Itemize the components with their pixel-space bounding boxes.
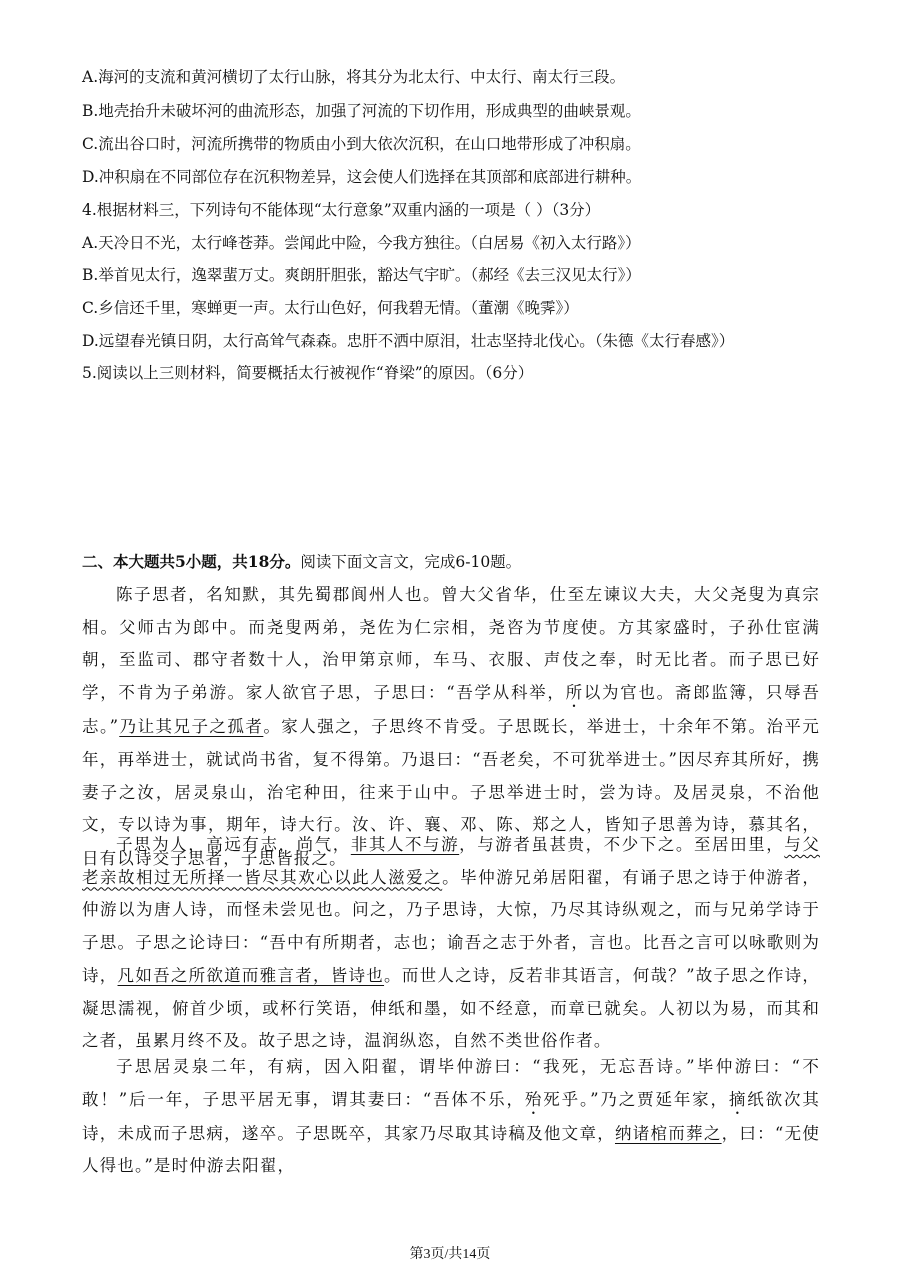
section-heading xyxy=(82,551,822,573)
q4-stem: 4.根据材料三，下列诗句不能体现“太行意象”双重内涵的一项是（ ）（3分） xyxy=(82,201,601,219)
passage-text: 。毕仲游兄弟居阳翟，有诵子思之诗于仲游者，仲游以为唐人诗，而怪未尝见也。问之，乃子思诗，大惊，乃尽其诗纵观之，而与兄弟学诗于子思。子思之论诗曰：“吾中有所期者，志也；谕吾之志于外者，言也。比吾之言可以咏歌则为诗， xyxy=(82,867,820,985)
underlined-sentence: 凡如吾之所欲道而雅言者，皆诗也 xyxy=(117,965,385,985)
passage-text: 。而世人之诗，反若非其语言，何哉？”故子思之作诗，凝思濡视，俯首少顷，或杯行笑语，伸纸和墨，如不经意，而章已就矣。人初以为易，而其和之者，虽累月终不及。故子思之诗，温润纵恣，自然不类世俗作者。 xyxy=(82,965,821,1051)
passage-paragraph-3 xyxy=(82,1051,820,1183)
page-footer: 第3页/共14页 xyxy=(409,1247,491,1262)
q4-option-b: B.举首见太行，逸翠蜚万丈。爽朗肝胆张，豁达气宇旷。（郝经《去三汉见太行》） xyxy=(82,266,641,284)
passage-text: 陈子思者，名知默，其先蜀郡阆州人也。曾大父省华，仕至左谏议大夫，大父尧叟为真宗相。父师古为郎中。而尧叟两弟，尧佐为仁宗相，尧咨为节度使。方其家盛时，子孙仕宦满朝，至监司、郡守者数十人，治甲第京师，车马、衣服、声伎之奉，时无比者。而子思已好学，不肯为子弟游。家人欲官子思，子思曰：“吾学从科举， xyxy=(82,585,820,703)
q4-option-d: D.远望春光镇日阴，太行高耸气森森。忠肝不洒中原泪，壮志坚持北伐心。（朱德《太行春感》） xyxy=(82,332,735,350)
underlined-sentence: 乃让其兄子之孤者 xyxy=(119,717,264,737)
emphasis-char: 殆 xyxy=(524,1089,544,1109)
underlined-sentence: 纳诸棺而葬之 xyxy=(614,1123,722,1143)
q3-option-c: C.流出谷口时，河流所携带的物质由小到大依次沉积，在山口地带形成了冲积扇。 xyxy=(82,135,641,153)
passage-text: ，与游者虽甚贵，不少下之。至居田里， xyxy=(459,835,785,854)
underlined-sentence: 非其人不与游 xyxy=(350,835,460,854)
passage-text: 子思为人，高远有志，尚气， xyxy=(116,835,351,854)
passage-text: ，曰：“无使人得也。”是时仲游去阳翟， xyxy=(82,1123,821,1176)
q3-option-b: B.地壳抬升未破坏河的曲流形态，加强了河流的下切作用，形成典型的曲峡景观。 xyxy=(82,102,641,120)
section-instruction: 阅读下面文言文，完成6-10题。 xyxy=(300,553,522,571)
emphasis-char: 慕 xyxy=(748,815,767,835)
section-title: 二、本大题共5小题，共18分。 xyxy=(82,552,301,571)
q4-option-a: A.天冷日不光，太行峰苍莽。尝闻此中险，今我方独往。（白居易《初入太行路》） xyxy=(82,234,641,252)
passage-text: 子思居灵泉二年，有病，因入阳翟，谓毕仲游曰：“我死，无忘吾诗。”毕仲游曰：“不敢！”后一年，子思平居无事，谓其妻曰：“吾体不乐， xyxy=(82,1057,820,1109)
emphasis-char: 所 xyxy=(565,683,584,703)
passage-text: 死乎。”乃之贾延年家， xyxy=(543,1089,729,1109)
passage-text: 纸欲次其诗，未成而子思病，遂卒。子思既卒，其家乃尽取其诗稿及他文章， xyxy=(82,1089,821,1143)
passage-paragraph-2 xyxy=(82,829,820,1058)
emphasis-char: 摘 xyxy=(728,1089,748,1109)
wavy-underlined-sentence: 与父老亲故相过无所择一皆尽其欢心以此人滋爱之 xyxy=(82,835,820,887)
q3-option-d: D.冲积扇在不同部位存在沉积物差异，这会使人们选择在其顶部和底部进行耕种。 xyxy=(82,168,642,186)
q3-option-a: A.海河的支流和黄河横切了太行山脉，将其分为北太行、中太行、南太行三段。 xyxy=(82,68,626,86)
passage-text: 以为官也。斋郎监簿，只辱吾志。” xyxy=(82,683,820,737)
q4-option-c: C.乡信还千里，寒蝉更一声。太行山色好，何我碧无情。（董潮《晚霁》） xyxy=(82,299,579,317)
passage-text: 其名，日有以诗交子思者，子思皆报之。 xyxy=(82,815,820,869)
q5-stem: 5.阅读以上三则材料，简要概括太行被视作“脊梁”的原因。（6分） xyxy=(82,364,534,382)
passage-text: 。家人强之，子思终不肯受。子思既长，举进士，十余年不第。治平元年，再举进士，就试尚书省，复不得第。乃退曰：“吾老矣，不可犹举进士。”因尽弃其所好，携妻子之汝，居灵泉山，治宅种田，往来于山中。子思举进士时，尝为诗。及居灵泉，不治他文，专以诗为事，期年，诗大行。汝、许、襄、邓、陈、郑之人，皆知子思善为诗， xyxy=(82,717,821,835)
